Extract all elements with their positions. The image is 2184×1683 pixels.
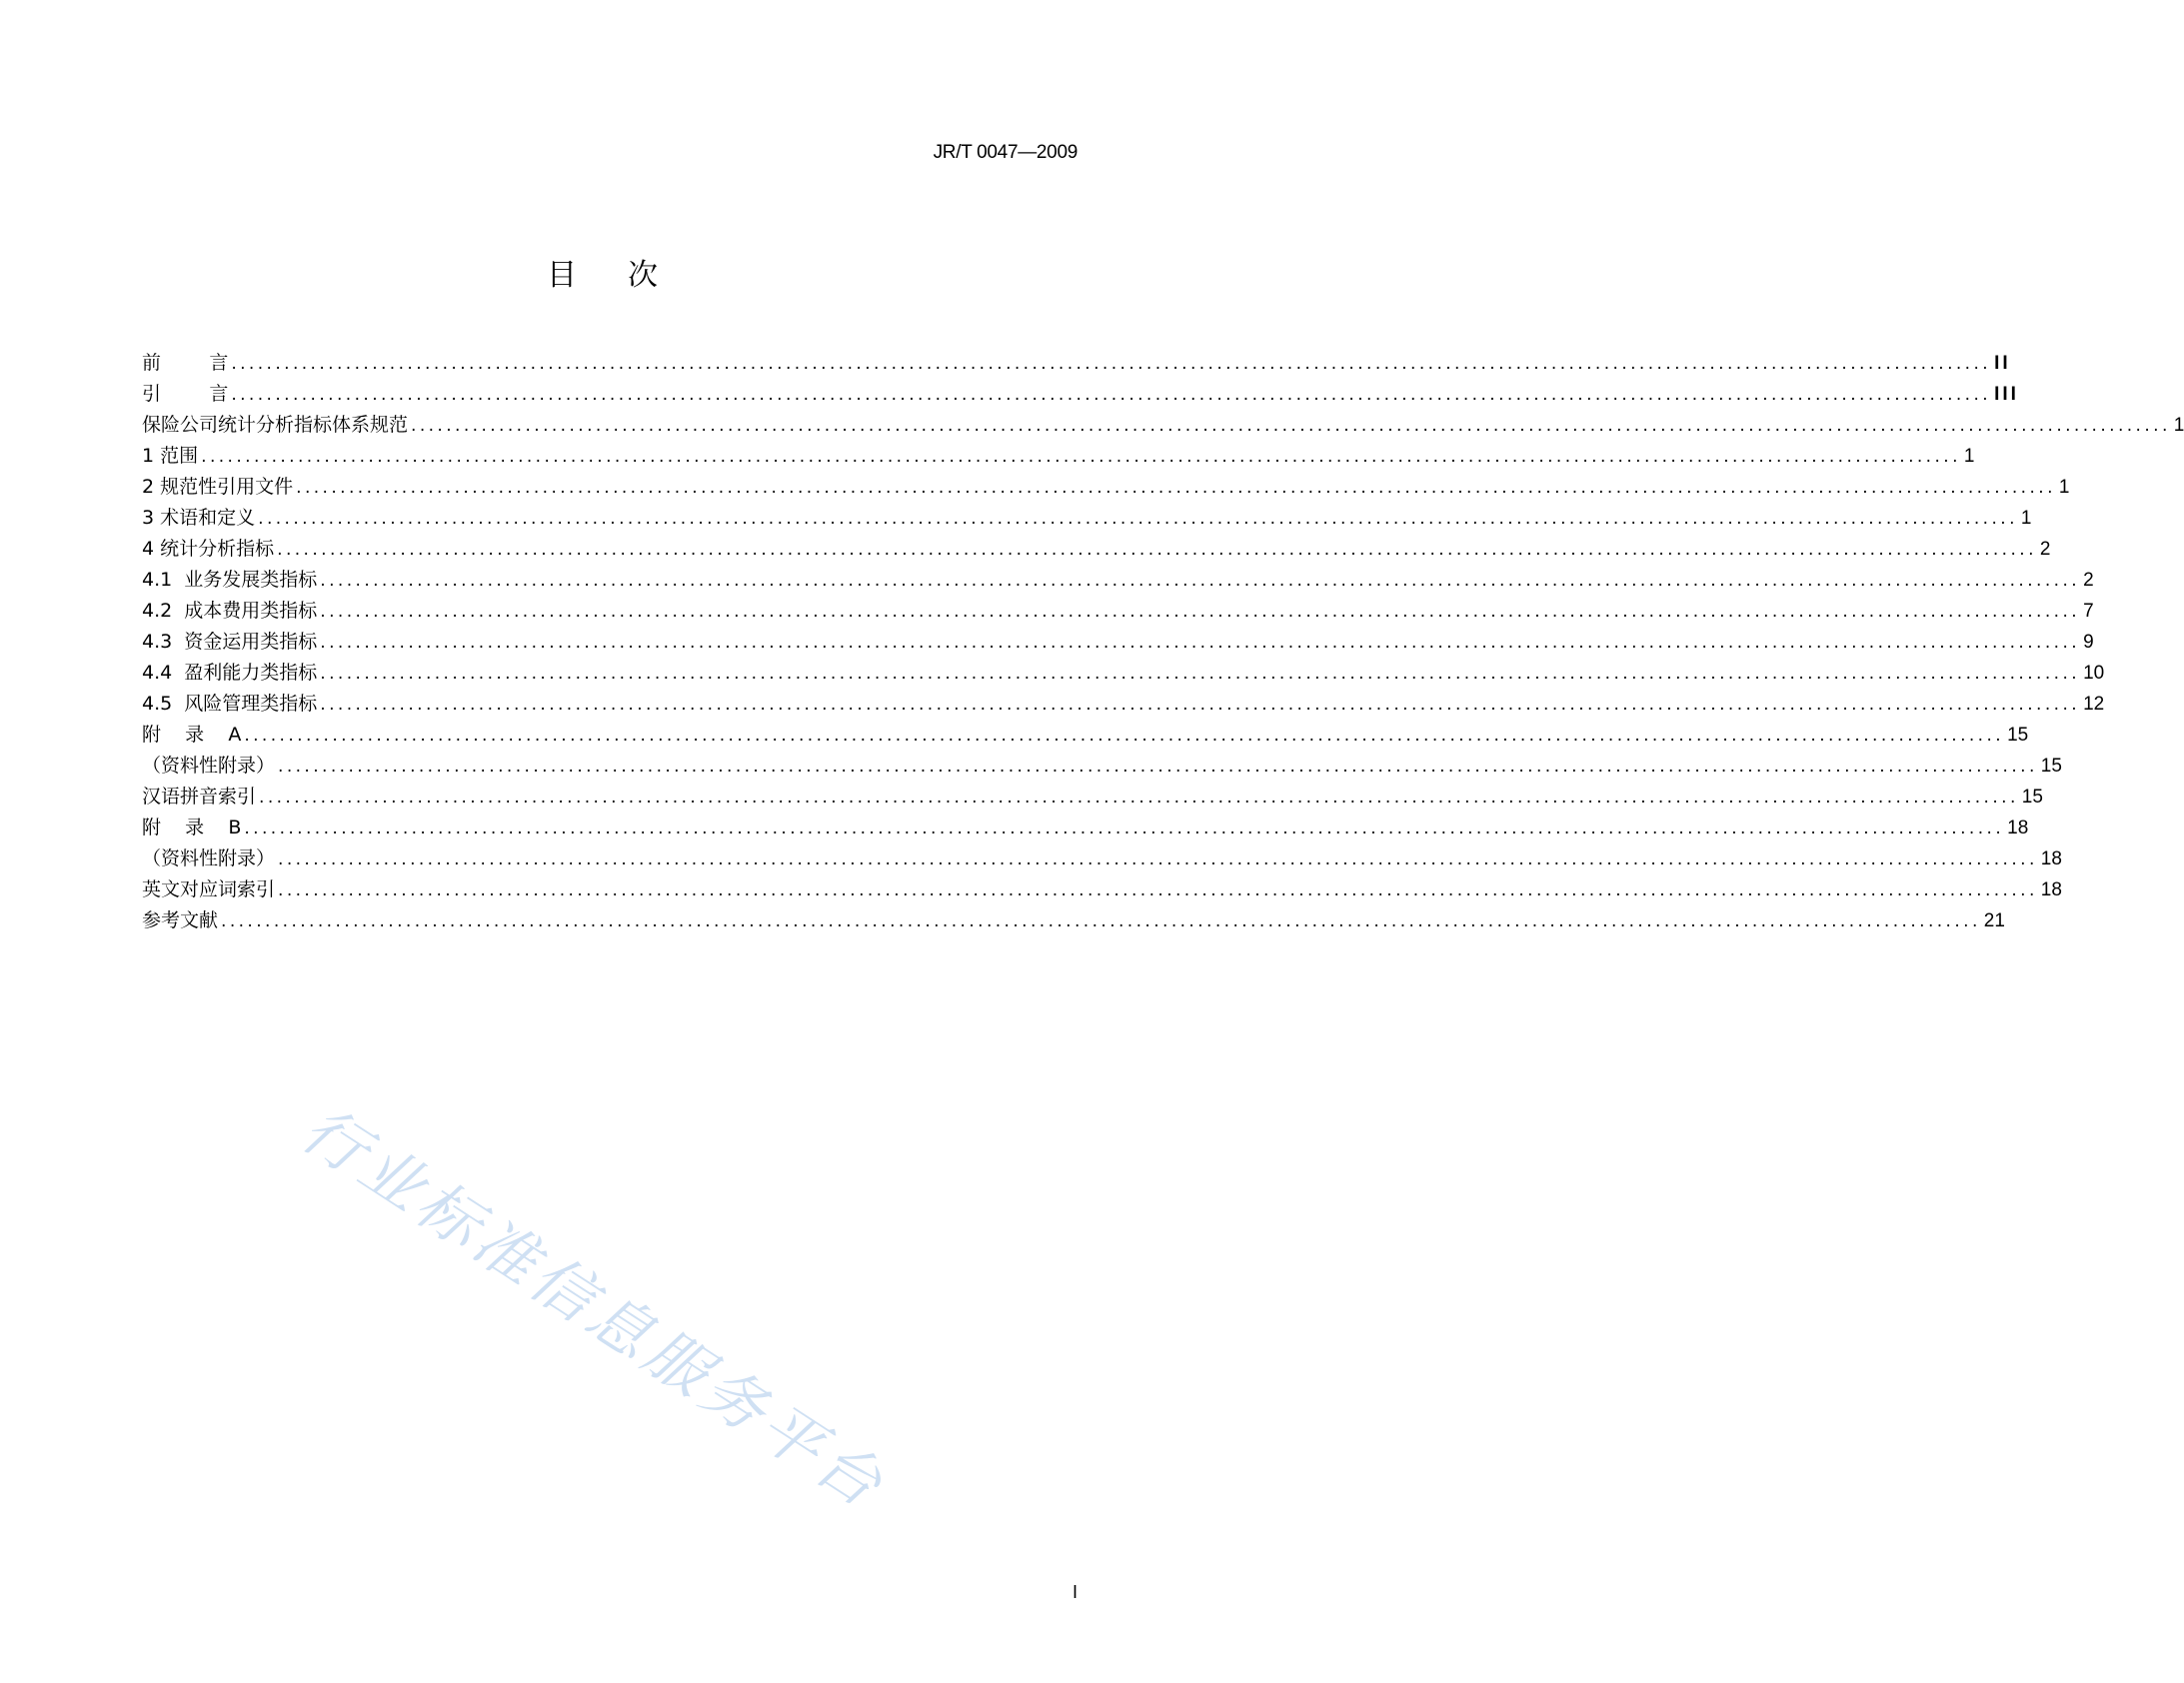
- toc-entry-label: 前 言: [142, 352, 229, 374]
- toc-entry-page: 10: [2083, 663, 2105, 684]
- toc-dot-leader: ........................................................................................................................................................................................................: [244, 819, 2005, 839]
- toc-entry-label: （资料性附录）: [142, 847, 276, 869]
- toc-entry-page: 1: [1963, 446, 1975, 467]
- toc-entry[interactable]: [142, 596, 2094, 627]
- toc-dot-leader: ........................................................................................................................................................................................................: [411, 416, 2171, 436]
- toc-entry-label: 保险公司统计分析指标体系规范: [142, 414, 409, 436]
- toc-dot-leader: ........................................................................................................................................................................................................: [278, 880, 2038, 900]
- toc-entry[interactable]: [142, 905, 2005, 936]
- toc-entry-page: 18: [2040, 879, 2062, 900]
- toc-entry-label: 4.4 盈利能力类指标: [142, 662, 318, 684]
- toc-entry-label: （资料性附录）: [142, 755, 276, 777]
- page-title-char: 目: [547, 258, 577, 293]
- document-code: JR/T 0047—2009: [933, 142, 1078, 163]
- toc-entry-label: 附 录 B: [142, 817, 242, 839]
- toc-dot-leader: ........................................................................................................................................................................................................: [258, 509, 2018, 529]
- toc-entry[interactable]: [142, 410, 2184, 441]
- toc-entry-page: 21: [1983, 910, 2005, 931]
- toc-entry-label: 2 规范性引用文件: [142, 476, 294, 498]
- toc-entry-page: 1: [2058, 477, 2070, 498]
- toc-entry[interactable]: [142, 658, 2105, 689]
- toc-entry-label: 参考文献: [142, 909, 219, 931]
- toc-dot-leader: ........................................................................................................................................................................................................: [320, 664, 2081, 684]
- toc-entry[interactable]: [142, 720, 2029, 751]
- toc-entry[interactable]: [142, 843, 2062, 874]
- toc-entry-label: 1 范围: [142, 445, 199, 467]
- toc-dot-leader: ........................................................................................................................................................................................................: [244, 726, 2005, 746]
- toc-entry[interactable]: [142, 565, 2094, 596]
- toc-entry[interactable]: [142, 813, 2029, 843]
- toc-entry-page: 15: [2021, 787, 2043, 808]
- toc-dot-leader: ........................................................................................................................................................................................................: [231, 354, 1992, 374]
- toc-entry[interactable]: [142, 782, 2043, 813]
- toc-entry-label: 4.2 成本费用类指标: [142, 600, 318, 622]
- toc-entry-label: 4.3 资金运用类指标: [142, 631, 318, 653]
- toc-entry-label: 英文对应词索引: [142, 878, 276, 900]
- toc-entry[interactable]: [142, 534, 2051, 565]
- toc-dot-leader: ........................................................................................................................................................................................................: [277, 540, 2037, 560]
- toc-entry-page: 15: [2007, 725, 2029, 746]
- toc-entry-label: 4.1 业务发展类指标: [142, 569, 318, 591]
- toc-dot-leader: ........................................................................................................................................................................................................: [320, 695, 2081, 715]
- toc-entry-label: 3 术语和定义: [142, 507, 256, 529]
- toc-entry[interactable]: [142, 627, 2094, 658]
- toc-entry[interactable]: [142, 379, 2019, 410]
- toc-entry-page: 1: [2173, 415, 2184, 436]
- toc-entry[interactable]: [142, 503, 2032, 534]
- toc-entry-page: 18: [2007, 818, 2029, 839]
- toc-dot-leader: ........................................................................................................................................................................................................: [296, 478, 2056, 498]
- toc-dot-leader: ........................................................................................................................................................................................................: [259, 788, 2019, 808]
- toc-dot-leader: ........................................................................................................................................................................................................: [221, 911, 1981, 931]
- toc-entry-label: 4 统计分析指标: [142, 538, 275, 560]
- page-number: I: [1072, 1582, 1078, 1602]
- toc-entry[interactable]: [142, 874, 2062, 905]
- toc-entry-page: 1: [2020, 508, 2032, 529]
- toc-entry-page: 12: [2083, 694, 2105, 715]
- toc-entry[interactable]: [142, 348, 2011, 379]
- toc-entry[interactable]: [142, 689, 2105, 720]
- toc-entry-page: 15: [2040, 756, 2062, 777]
- toc-dot-leader: ........................................................................................................................................................................................................: [320, 571, 2081, 591]
- toc-entry-label: 4.5 风险管理类指标: [142, 693, 318, 715]
- toc-entry-label: 汉语拼音索引: [142, 786, 257, 808]
- page-title-char: 次: [628, 258, 658, 293]
- toc-entry-label: 引 言: [142, 383, 229, 405]
- toc-entry-page: III: [1994, 384, 2019, 405]
- toc-entry[interactable]: [142, 441, 1975, 472]
- toc-entry-page: 7: [2083, 601, 2094, 622]
- toc-entry-page: 2: [2039, 539, 2051, 560]
- toc-entry[interactable]: [142, 751, 2062, 782]
- toc-dot-leader: ........................................................................................................................................................................................................: [231, 385, 1992, 405]
- toc-dot-leader: ........................................................................................................................................................................................................: [278, 757, 2038, 777]
- toc-entry-page: 2: [2083, 570, 2094, 591]
- toc-entry[interactable]: [142, 472, 2070, 503]
- toc-entry-page: 18: [2040, 848, 2062, 869]
- toc-dot-leader: ........................................................................................................................................................................................................: [278, 849, 2038, 869]
- toc-dot-leader: ........................................................................................................................................................................................................: [201, 447, 1961, 467]
- toc-entry-page: 9: [2083, 632, 2094, 653]
- table-of-contents: [142, 348, 2184, 936]
- toc-dot-leader: ........................................................................................................................................................................................................: [320, 602, 2081, 622]
- page-title: [0, 250, 1189, 294]
- toc-entry-page: II: [1994, 353, 2011, 374]
- toc-entry-label: 附 录 A: [142, 724, 242, 746]
- toc-dot-leader: ........................................................................................................................................................................................................: [320, 633, 2081, 653]
- watermark: 行业标准信息服务平台: [289, 1092, 900, 1524]
